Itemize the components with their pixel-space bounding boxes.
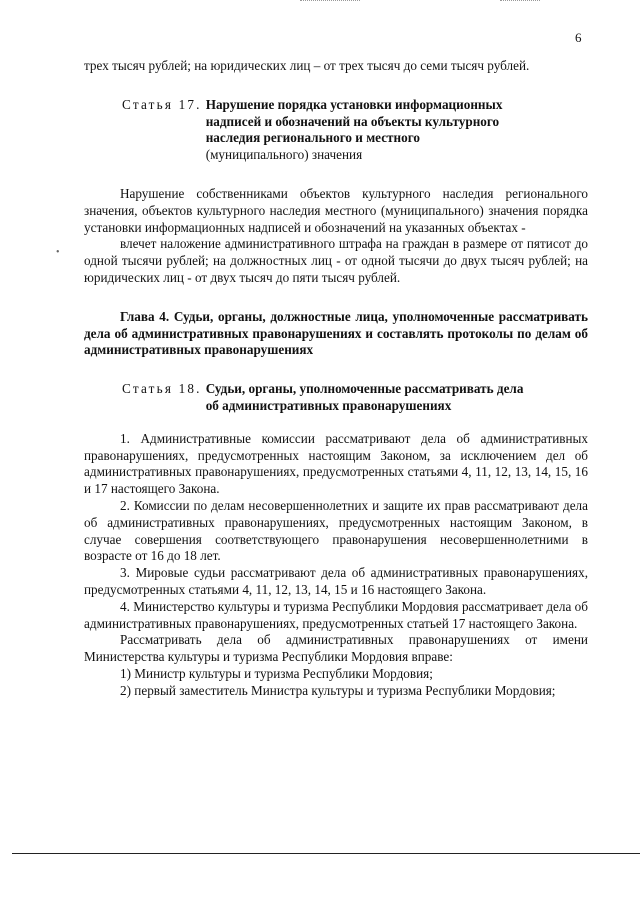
- article-17-title-line: Нарушение порядка установки информационных: [205, 96, 503, 112]
- article-18-title: [206, 381, 524, 415]
- article-18-title-line: об административных правонарушениях: [205, 397, 452, 413]
- scan-artifact: [300, 0, 360, 4]
- article-17-title-line: наследия регионального и местного: [205, 130, 420, 146]
- article-17-title-line: надписей и обозначений на объекты культурного: [205, 113, 500, 129]
- article-18-item: 2. Комиссии по делам несовершеннолетних и защите их прав рассматривают дела об административных правонарушениях, предусмотренных настоящим Законом, в случае совершения соответствующего правонарушения несовершеннолетними в возрасте от 16 до 18 лет.: [84, 497, 588, 564]
- article-17-title: [206, 97, 503, 164]
- page-number: 6: [575, 30, 582, 45]
- article-17-heading: [84, 97, 588, 164]
- article-18-heading: [84, 381, 588, 415]
- article-18-label: Статья 18.: [122, 381, 202, 397]
- chapter-4-heading: Глава 4. Судьи, органы, должностные лица, уполномоченные рассматривать дела об административных правонарушениях и составлять протоколы по делам об административных правонарушениях: [84, 308, 588, 358]
- article-18-item: 1. Административные комиссии рассматривают дела об административных правонарушениях, предусмотренных настоящим Законом, за исключением дел об административных правонарушениях, предусмотренных статьями 4, 11, 12, 13, 14, 15, 16 и 17 настоящего Закона.: [84, 430, 588, 497]
- article-18-item: 3. Мировые судьи рассматривают дела об административных правонарушениях, предусмотренных статьями 4, 11, 12, 13, 14, 15 и 16 настоящего Закона.: [84, 565, 588, 597]
- article-18-title-line: Судьи, органы, уполномоченные рассматривать дела: [205, 381, 524, 397]
- article-17-title-line: (муниципального) значения: [205, 147, 363, 163]
- paragraph-intro: трех тысяч рублей; на юридических лиц – от трех тысяч до семи тысяч рублей.: [84, 58, 530, 73]
- article-18-subitem: 1) Министр культуры и туризма Республики Мордовия;: [120, 665, 433, 681]
- margin-dot: •: [56, 247, 60, 258]
- article-18-subitem: 2) первый заместитель Министра культуры и туризма Республики Мордовия;: [120, 682, 556, 698]
- document-body: [84, 58, 588, 700]
- scan-artifact: [500, 0, 540, 4]
- article-17-penalty: влечет наложение административного штрафа на граждан в размере от пятисот до одной тысячи рублей; на должностных лиц - от одной тысячи до двух тысяч рублей; на юридических лиц - от двух тысяч до пяти тысяч рублей.: [84, 236, 588, 285]
- article-17-label: Статья 17.: [122, 96, 202, 112]
- article-18-item: 4. Министерство культуры и туризма Республики Мордовия рассматривает дела об административных правонарушениях, предусмотренных статьей 17 настоящего Закона.: [84, 598, 588, 631]
- bottom-rule: [12, 853, 640, 854]
- article-18-empowered: Рассматривать дела об административных правонарушениях от имени Министерства культуры и туризма Республики Мордовия вправе:: [84, 632, 588, 665]
- article-17-body: Нарушение собственниками объектов культурного наследия регионального значения, объектов культурного наследия местного (муниципального) значения порядка установки информационных надписей и обозначений на указанных объектах -: [84, 185, 588, 235]
